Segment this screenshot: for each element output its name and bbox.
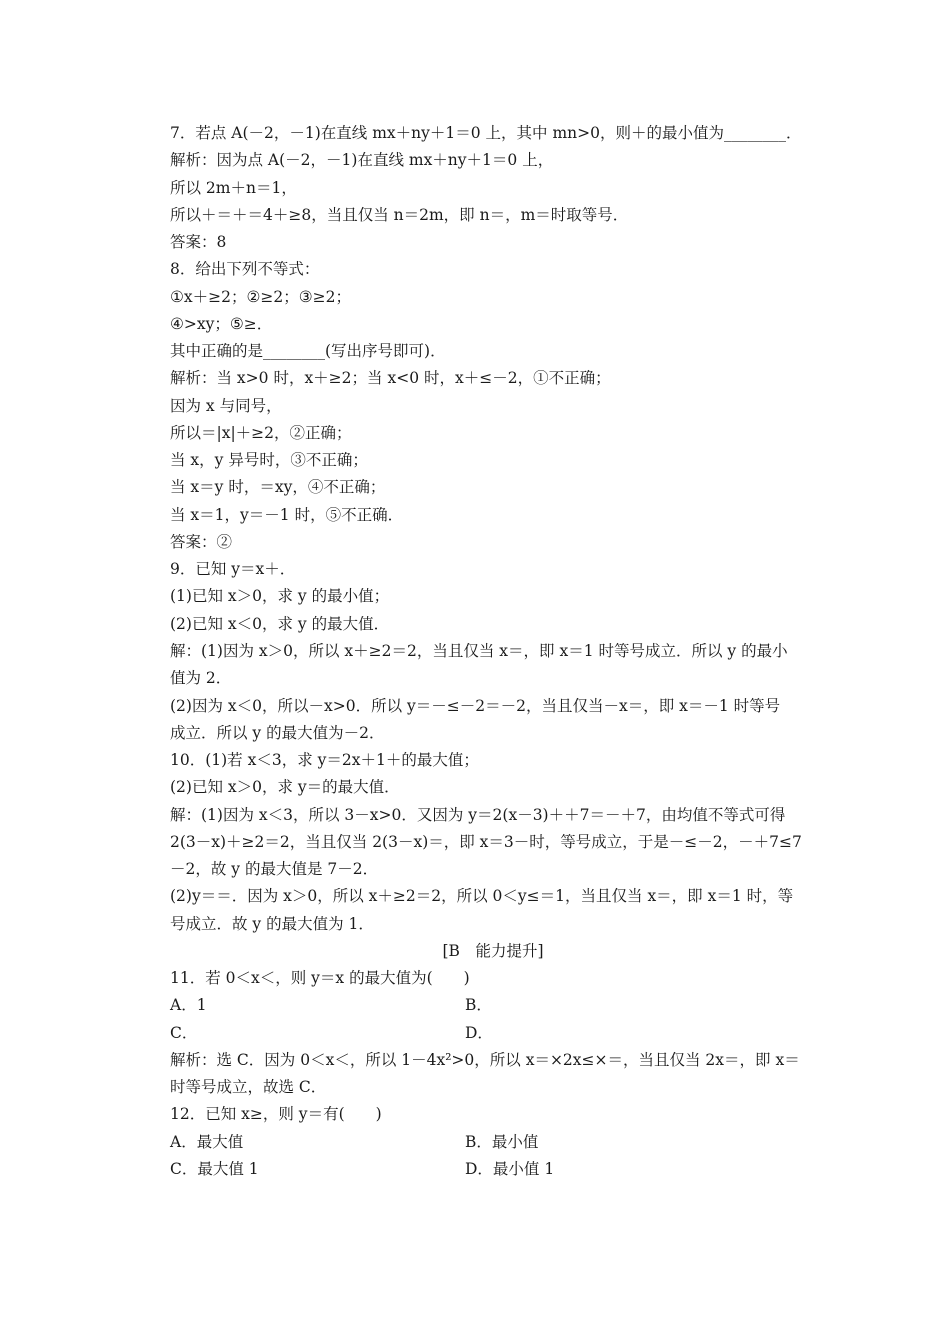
- q7-answer: 答案：8: [170, 233, 227, 251]
- q11-option-d: D．: [465, 1024, 493, 1042]
- q10-stem: 10．(1)若 x＜3，求 y＝2x＋1＋的最大值；: [170, 751, 479, 769]
- q11-option-b: B．: [465, 996, 492, 1014]
- q10-solution-5: 号成立．故 y 的最大值为 1．: [170, 915, 374, 933]
- q9-solution-4: 成立．所以 y 的最大值为－2．: [170, 724, 385, 742]
- section-heading: [B 能力提升]: [442, 942, 544, 960]
- q7-stem: 7．若点 A(－2，－1)在直线 mx＋ny＋1＝0 上，其中 mn>0，则＋的最小值为________．: [170, 124, 802, 142]
- q9-part2: (2)已知 x＜0，求 y 的最大值．: [170, 615, 390, 633]
- q10-solution-3: －2，故 y 的最大值是 7－2．: [170, 860, 379, 878]
- q7-analysis-3: 所以＋＝＋＝4＋≥8，当且仅当 n＝2m，即 n＝，m＝时取等号．: [170, 206, 629, 224]
- q8-analysis-5: 当 x＝y 时，＝xy，④不正确；: [170, 478, 386, 496]
- q9-part1: (1)已知 x＞0，求 y 的最小值；: [170, 587, 390, 605]
- q7-analysis-1: 解析：因为点 A(－2，－1)在直线 mx＋ny＋1＝0 上，: [170, 151, 554, 169]
- q8-answer: 答案：②: [170, 533, 233, 551]
- q10-solution-2: 2(3－x)＋≥2＝2，当且仅当 2(3－x)＝，即 x＝3－时，等号成立，于是－≤－2，－＋7≤7: [170, 833, 802, 851]
- q9-solution-3: (2)因为 x＜0，所以－x>0．所以 y＝－≤－2＝－2，当且仅当－x＝，即 x＝－1 时等号: [170, 697, 781, 715]
- q9-solution-1: 解：(1)因为 x＞0，所以 x＋≥2＝2，当且仅当 x＝，即 x＝1 时等号成立．所以 y 的最小: [170, 642, 788, 660]
- q8-options-1: ①x＋≥2；②≥2；③≥2；: [170, 288, 351, 306]
- q11-analysis-1: 解析：选 C．因为 0＜x＜，所以 1－4x²>0，所以 x＝×2x≤×＝，当且仅当 2x＝，即 x＝: [170, 1051, 800, 1069]
- q10-solution-4: (2)y＝＝．因为 x＞0，所以 x＋≥2＝2，所以 0＜y≤＝1，当且仅当 x＝，即 x＝1 时，等: [170, 887, 794, 905]
- q8-analysis-2: 因为 x 与同号，: [170, 397, 282, 415]
- q8-stem: 8．给出下列不等式：: [170, 260, 320, 278]
- q12-stem: 12．已知 x≥，则 y＝有( ): [170, 1105, 382, 1123]
- q8-analysis-3: 所以＝|x|＋≥2，②正确；: [170, 424, 352, 442]
- q10-solution-1: 解：(1)因为 x＜3，所以 3－x>0．又因为 y＝2(x－3)＋＋7＝－＋7，由均值不等式可得: [170, 806, 786, 824]
- q8-analysis-6: 当 x＝1，y＝－1 时，⑤不正确．: [170, 506, 404, 524]
- q7-analysis-2: 所以 2m＋n＝1，: [170, 179, 297, 197]
- q11-analysis-2: 时等号成立，故选 C．: [170, 1078, 327, 1096]
- q12-option-c: C．最大值 1: [170, 1160, 259, 1178]
- q10-part2: (2)已知 x＞0，求 y＝的最大值．: [170, 778, 400, 796]
- q8-question: 其中正确的是________(写出序号即可)．: [170, 342, 446, 360]
- q8-analysis-4: 当 x，y 异号时，③不正确；: [170, 451, 368, 469]
- q12-option-a: A．最大值: [170, 1133, 244, 1151]
- q11-option-a: A．1: [170, 996, 207, 1014]
- q9-stem: 9．已知 y＝x＋．: [170, 560, 296, 578]
- q8-analysis-1: 解析：当 x>0 时，x＋≥2；当 x<0 时，x＋≤－2，①不正确；: [170, 369, 611, 387]
- q8-options-2: ④>xy；⑤≥．: [170, 315, 273, 333]
- q12-option-b: B．最小值: [465, 1133, 539, 1151]
- q11-option-c: C．: [170, 1024, 198, 1042]
- q11-stem: 11．若 0＜x＜，则 y＝x 的最大值为( ): [170, 969, 470, 987]
- q12-option-d: D．最小值 1: [465, 1160, 555, 1178]
- q9-solution-2: 值为 2．: [170, 669, 232, 687]
